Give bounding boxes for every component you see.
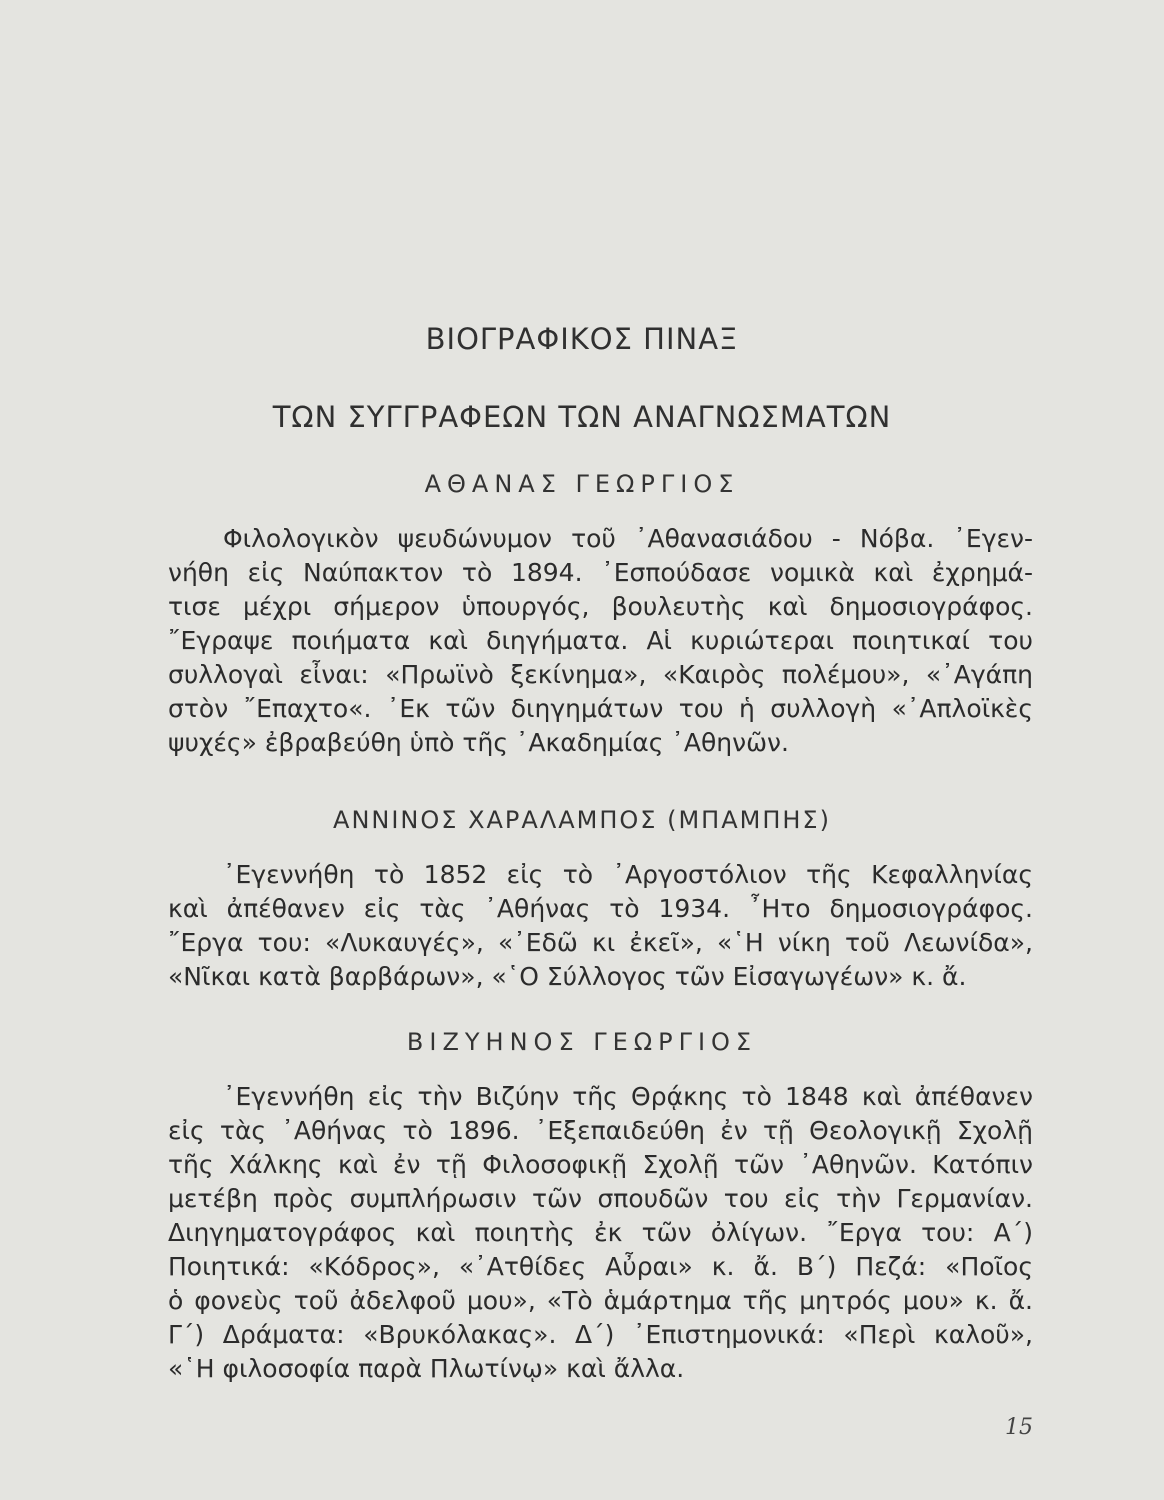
text-line: καὶ ἀπέθανεν εἰς τὰς ᾿Αθήνας τὸ 1934. ῏Ητο δημοσιογράφος. — [168, 894, 1033, 923]
text-line: τισε μέχρι σήμερον ὑπουργός, βουλευτὴς καὶ δημοσιογράφος. — [168, 592, 1033, 621]
text-line: Φιλολογικὸν ψευδώνυμον τοῦ ᾿Αθανασιάδου - Νόβα. ᾿Εγεν- — [223, 524, 1033, 553]
entry-text-athanas — [168, 522, 1033, 760]
entry-text-vizyinos — [168, 1080, 1033, 1386]
text-line: Γ΄) Δράματα: «Βρυκόλακας». Δ΄) ᾿Επιστημονικά: «Περὶ καλοῦ», — [168, 1320, 1033, 1349]
entry-text-anninos — [168, 858, 1033, 994]
page-number: 15 — [1005, 1415, 1033, 1440]
text-line: νήθη εἰς Ναύπακτον τὸ 1894. ᾿Εσπούδασε νομικὰ καὶ ἐχρημά- — [168, 558, 1033, 587]
text-line: στὸν ῎Επαχτο«. ᾿Εκ τῶν διηγημάτων του ἡ συλλογὴ «᾿Απλοϊκὲς — [168, 694, 1033, 723]
text-line: ῎Εγραψε ποιήματα καὶ διηγήματα. Αἱ κυριώτεραι ποιητικαί του — [168, 626, 1033, 655]
text-line: συλλογαὶ εἶναι: «Πρωϊνὸ ξεκίνημα», «Καιρὸς πολέμου», «᾿Αγάπη — [168, 660, 1033, 689]
entry-heading-vizyinos: ΒΙΖΥΗΝΟΣ ΓΕΩΡΓΙΟΣ — [406, 1028, 758, 1056]
text-line: ὁ φονεὺς τοῦ ἀδελφοῦ μου», «Τὸ ἁμάρτημα τῆς μητρός μου» κ. ἄ. — [168, 1286, 1033, 1315]
text-line: ψυχές» ἐβραβεύθη ὑπὸ τῆς ᾿Ακαδημίας ᾿Αθηνῶν. — [168, 728, 789, 757]
text-line: Διηγηματογράφος καὶ ποιητὴς ἐκ τῶν ὀλίγων. ῎Εργα του: Α΄) — [168, 1218, 1033, 1247]
text-line: ῎Εργα του: «Λυκαυγές», «᾿Εδῶ κι ἐκεῖ», «῾Η νίκη τοῦ Λεωνίδα», — [168, 928, 1033, 957]
text-line: ᾿Εγεννήθη τὸ 1852 εἰς τὸ ᾿Αργοστόλιον τῆς Κεφαλληνίας — [223, 860, 1033, 889]
text-line: τῆς Χάλκης καὶ ἐν τῇ Φιλοσοφικῇ Σχολῇ τῶν ᾿Αθηνῶν. Κατόπιν — [168, 1150, 1033, 1179]
text-line: ᾿Εγεννήθη εἰς τὴν Βιζύην τῆς Θρᾴκης τὸ 1848 καὶ ἀπέθανεν — [223, 1082, 1033, 1111]
entry-heading-anninos: ΑΝΝΙΝΟΣ ΧΑΡΑΛΑΜΠΟΣ (ΜΠΑΜΠΗΣ) — [333, 806, 831, 834]
text-line: «῾Η φιλοσοφία παρὰ Πλωτίνῳ» καὶ ἄλλα. — [168, 1354, 685, 1383]
page-title-line2: ΤΩΝ ΣΥΓΓΡΑΦΕΩΝ ΤΩΝ ΑΝΑΓΝΩΣΜΑΤΩΝ — [272, 400, 892, 434]
text-line: Ποιητικά: «Κόδρος», «᾿Ατθίδες Αὖραι» κ. ἄ. Β΄) Πεζά: «Ποῖος — [168, 1252, 1033, 1281]
page-title-line1: ΒΙΟΓΡΑΦΙΚΟΣ ΠΙΝΑΞ — [425, 322, 739, 356]
entry-heading-athanas: ΑΘΑΝΑΣ ΓΕΩΡΓΙΟΣ — [424, 470, 740, 498]
text-line: εἰς τὰς ᾿Αθήνας τὸ 1896. ᾿Εξεπαιδεύθη ἐν τῇ Θεολογικῇ Σχολῇ — [168, 1116, 1033, 1145]
text-line: μετέβη πρὸς συμπλήρωσιν τῶν σπουδῶν του εἰς τὴν Γερμανίαν. — [168, 1184, 1033, 1213]
text-line: «Νῖκαι κατὰ βαρβάρων», «῾Ο Σύλλογος τῶν Εἰσαγωγέων» κ. ἄ. — [168, 962, 967, 991]
